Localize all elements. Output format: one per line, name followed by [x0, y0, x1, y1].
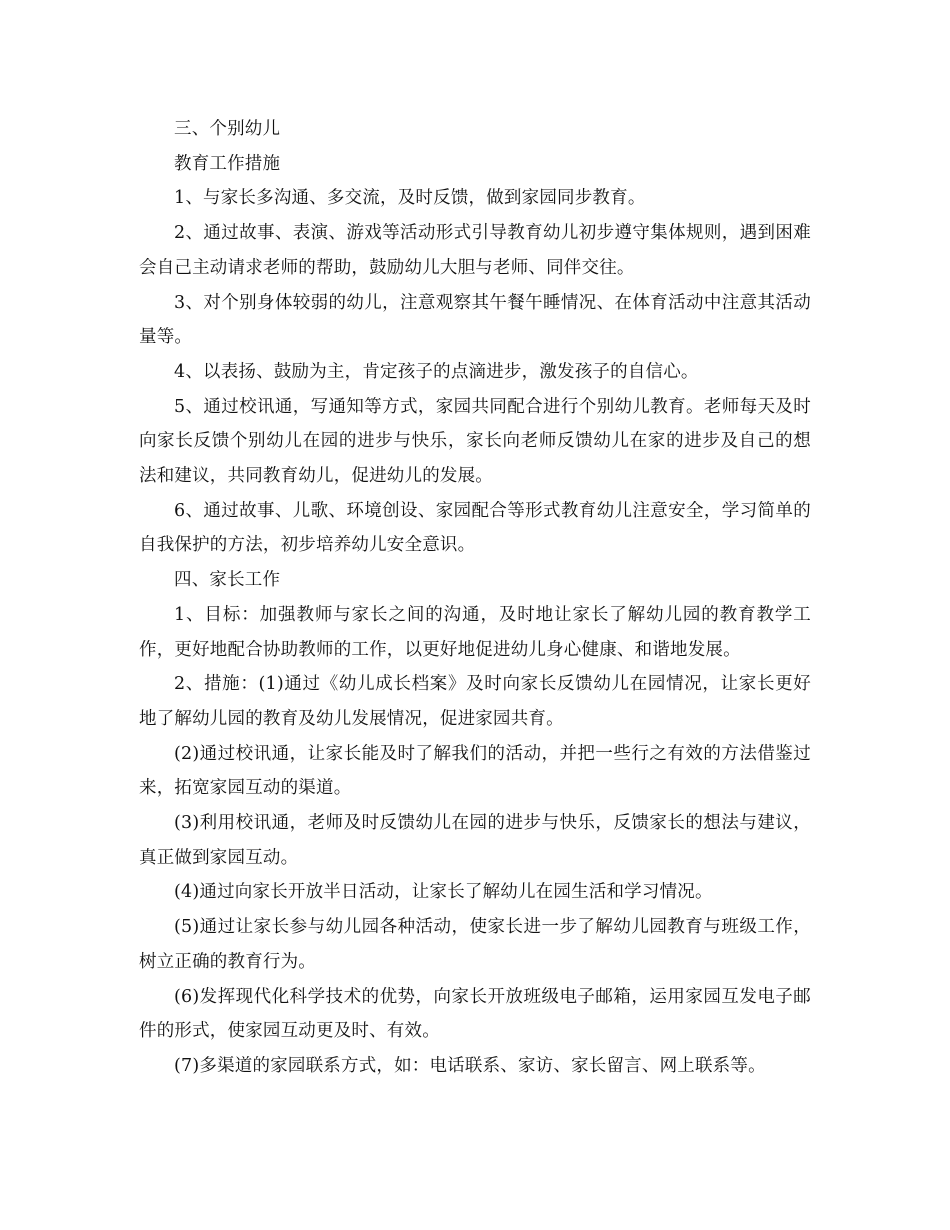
document-page — [139, 112, 811, 1084]
paragraph-measures-7: (7)多渠道的家园联系方式，如：电话联系、家访、家长留言、网上联系等。 — [174, 1055, 766, 1076]
paragraph-item-5: 5、通过校讯通，写通知等方式，家园共同配合进行个别幼儿教育。老师每天及时向家长反馈个别幼儿在园的进步与快乐，家长向老师反馈幼儿在家的进步及自己的想法和建议，共同教育幼儿，促进幼儿的发展。 — [139, 396, 811, 487]
section-heading-parent-work: 四、家长工作 — [174, 570, 281, 591]
paragraph-item-4: 4、以表扬、鼓励为主，肯定孩子的点滴进步，激发孩子的自信心。 — [174, 361, 699, 382]
paragraph-measures-3: (3)利用校讯通，老师及时反馈幼儿在园的进步与快乐，反馈家长的想法与建议，真正做到家园互动。 — [139, 813, 811, 868]
section-heading-individual-children: 三、个别幼儿 — [174, 119, 281, 139]
paragraph-item-6: 6、通过故事、儿歌、环境创设、家园配合等形式教育幼儿注意安全，学习简单的自我保护的方法，初步培养幼儿安全意识。 — [139, 500, 811, 556]
paragraph-measures-6: (6)发挥现代化科学技术的优势，向家长开放班级电子邮箱，运用家园互发电子邮件的形式，使家园互动更及时、有效。 — [139, 986, 811, 1042]
paragraph-measures-2: (2)通过校讯通，让家长能及时了解我们的活动，并把一些行之有效的方法借鉴过来，拓宽家园互动的渠道。 — [139, 743, 811, 799]
paragraph-measures-1: 2、措施：(1)通过《幼儿成长档案》及时向家长反馈幼儿在园情况，让家长更好地了解幼儿园的教育及幼儿发展情况，促进家园共育。 — [139, 674, 811, 729]
paragraph-item-2: 2、通过故事、表演、游戏等活动形式引导教育幼儿初步遵守集体规则，遇到困难会自己主动请求老师的帮助，鼓励幼儿大胆与老师、同伴交往。 — [139, 223, 811, 278]
paragraph-goal: 1、目标：加强教师与家长之间的沟通，及时地让家长了解幼儿园的教育教学工作，更好地配合协助教师的工作，以更好地促进幼儿身心健康、和谐地发展。 — [139, 604, 811, 660]
paragraph-measures-4: (4)通过向家长开放半日活动，让家长了解幼儿在园生活和学习情况。 — [174, 882, 713, 903]
paragraph-measures-5: (5)通过让家长参与幼儿园各种活动，使家长进一步了解幼儿园教育与班级工作，树立正确的教育行为。 — [139, 917, 811, 972]
subheading-education-measures: 教育工作措施 — [174, 153, 281, 174]
paragraph-item-1: 1、与家长多沟通、多交流，及时反馈，做到家园同步教育。 — [174, 188, 646, 209]
paragraph-item-3: 3、对个别身体较弱的幼儿，注意观察其午餐午睡情况、在体育活动中注意其活动量等。 — [139, 292, 811, 348]
